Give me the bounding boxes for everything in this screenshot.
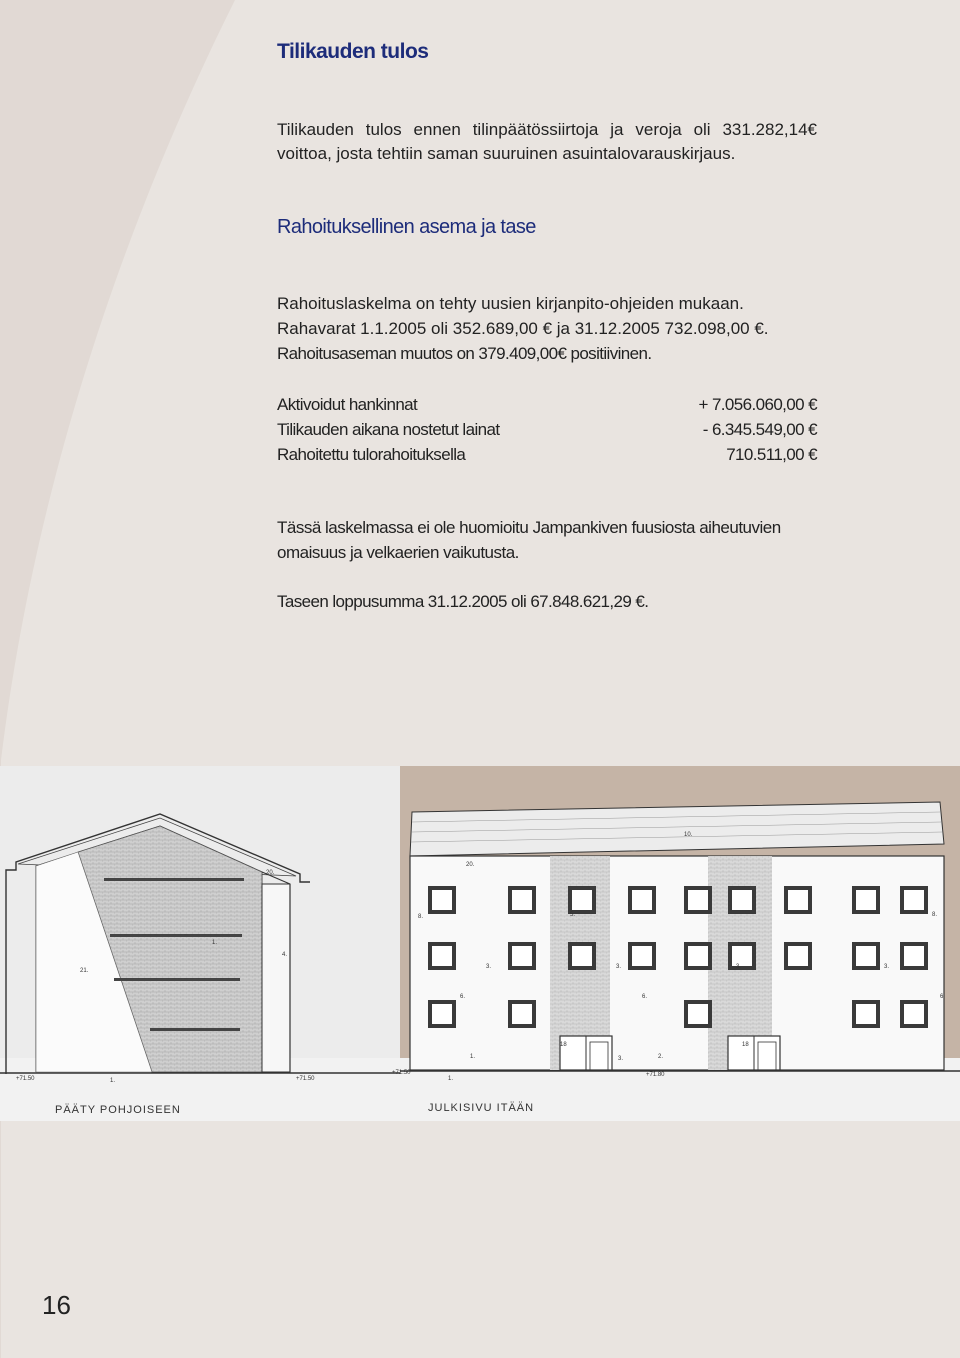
building-elevation-drawing xyxy=(0,766,960,1121)
level-label: +71.50 xyxy=(392,1070,411,1076)
section-title-result: Tilikauden tulos xyxy=(277,40,429,63)
svg-text:20.: 20. xyxy=(466,862,475,868)
financial-paragraph xyxy=(277,291,817,366)
level-label: +71.50 xyxy=(296,1076,315,1082)
row-value: - 6.345.549,00 € xyxy=(702,420,817,439)
financial-line-2: Rahavarat 1.1.2005 oli 352.689,00 € ja 31.12.2005 732.098,00 €. xyxy=(277,319,769,338)
row-label: Rahoitettu tulorahoituksella xyxy=(277,445,466,464)
page-number: 16 xyxy=(42,1290,71,1320)
financial-line-3: Rahoitusaseman muutos on 379.409,00€ positiivinen. xyxy=(277,344,652,363)
section-title-financial: Rahoituksellinen asema ja tase xyxy=(277,216,536,238)
svg-text:1.: 1. xyxy=(212,940,218,946)
row-label: Aktivoidut hankinnat xyxy=(277,395,418,414)
level-label: +71.80 xyxy=(646,1072,665,1078)
svg-text:4.: 4. xyxy=(282,952,288,958)
svg-text:18: 18 xyxy=(560,1042,567,1048)
svg-text:3.: 3. xyxy=(618,1056,624,1062)
svg-text:18: 18 xyxy=(742,1042,749,1048)
svg-text:6.: 6. xyxy=(642,994,648,1000)
caption-east-facade: JULKISIVU ITÄÄN xyxy=(428,1102,535,1114)
table-row xyxy=(277,417,817,442)
row-label: Tilikauden aikana nostetut lainat xyxy=(277,420,500,439)
svg-text:21.: 21. xyxy=(80,968,89,974)
svg-text:1.: 1. xyxy=(448,1076,454,1082)
financial-line-1: Rahoituslaskelma on tehty uusien kirjanpito-ohjeiden mukaan. xyxy=(277,294,744,313)
svg-text:3.: 3. xyxy=(486,964,492,970)
table-row xyxy=(277,392,817,417)
row-value: + 7.056.060,00 € xyxy=(698,395,817,414)
svg-text:3.: 3. xyxy=(736,964,742,970)
table-row xyxy=(277,442,817,467)
note-paragraph: Tässä laskelmassa ei ole huomioitu Jampankiven fuusiosta aiheutuvien omaisuus ja velkaerien vaikutusta. xyxy=(277,518,781,562)
svg-text:3.: 3. xyxy=(884,964,890,970)
caption-north-gable: PÄÄTY POHJOISEEN xyxy=(55,1104,181,1116)
svg-text:8.: 8. xyxy=(932,912,938,918)
cashflow-table xyxy=(277,392,817,467)
svg-text:20.: 20. xyxy=(266,870,275,876)
svg-text:5.: 5. xyxy=(570,912,576,918)
svg-text:8.: 8. xyxy=(418,914,424,920)
svg-text:1.: 1. xyxy=(110,1078,116,1084)
svg-text:6.: 6. xyxy=(460,994,466,1000)
svg-text:1.: 1. xyxy=(470,1054,476,1060)
svg-text:2.: 2. xyxy=(658,1054,664,1060)
level-label: +71.50 xyxy=(16,1076,35,1082)
svg-text:6.: 6. xyxy=(940,994,946,1000)
result-paragraph: Tilikauden tulos ennen tilinpäätössiirtoja ja veroja oli 331.282,14€ voittoa, josta tehtiin saman suuruinen asuintalovarauskirjaus. xyxy=(277,120,817,163)
svg-text:10.: 10. xyxy=(684,832,693,838)
row-value: 710.511,00 € xyxy=(726,445,817,464)
balance-total-line: Taseen loppusumma 31.12.2005 oli 67.848.621,29 €. xyxy=(277,592,649,611)
svg-text:3.: 3. xyxy=(616,964,622,970)
